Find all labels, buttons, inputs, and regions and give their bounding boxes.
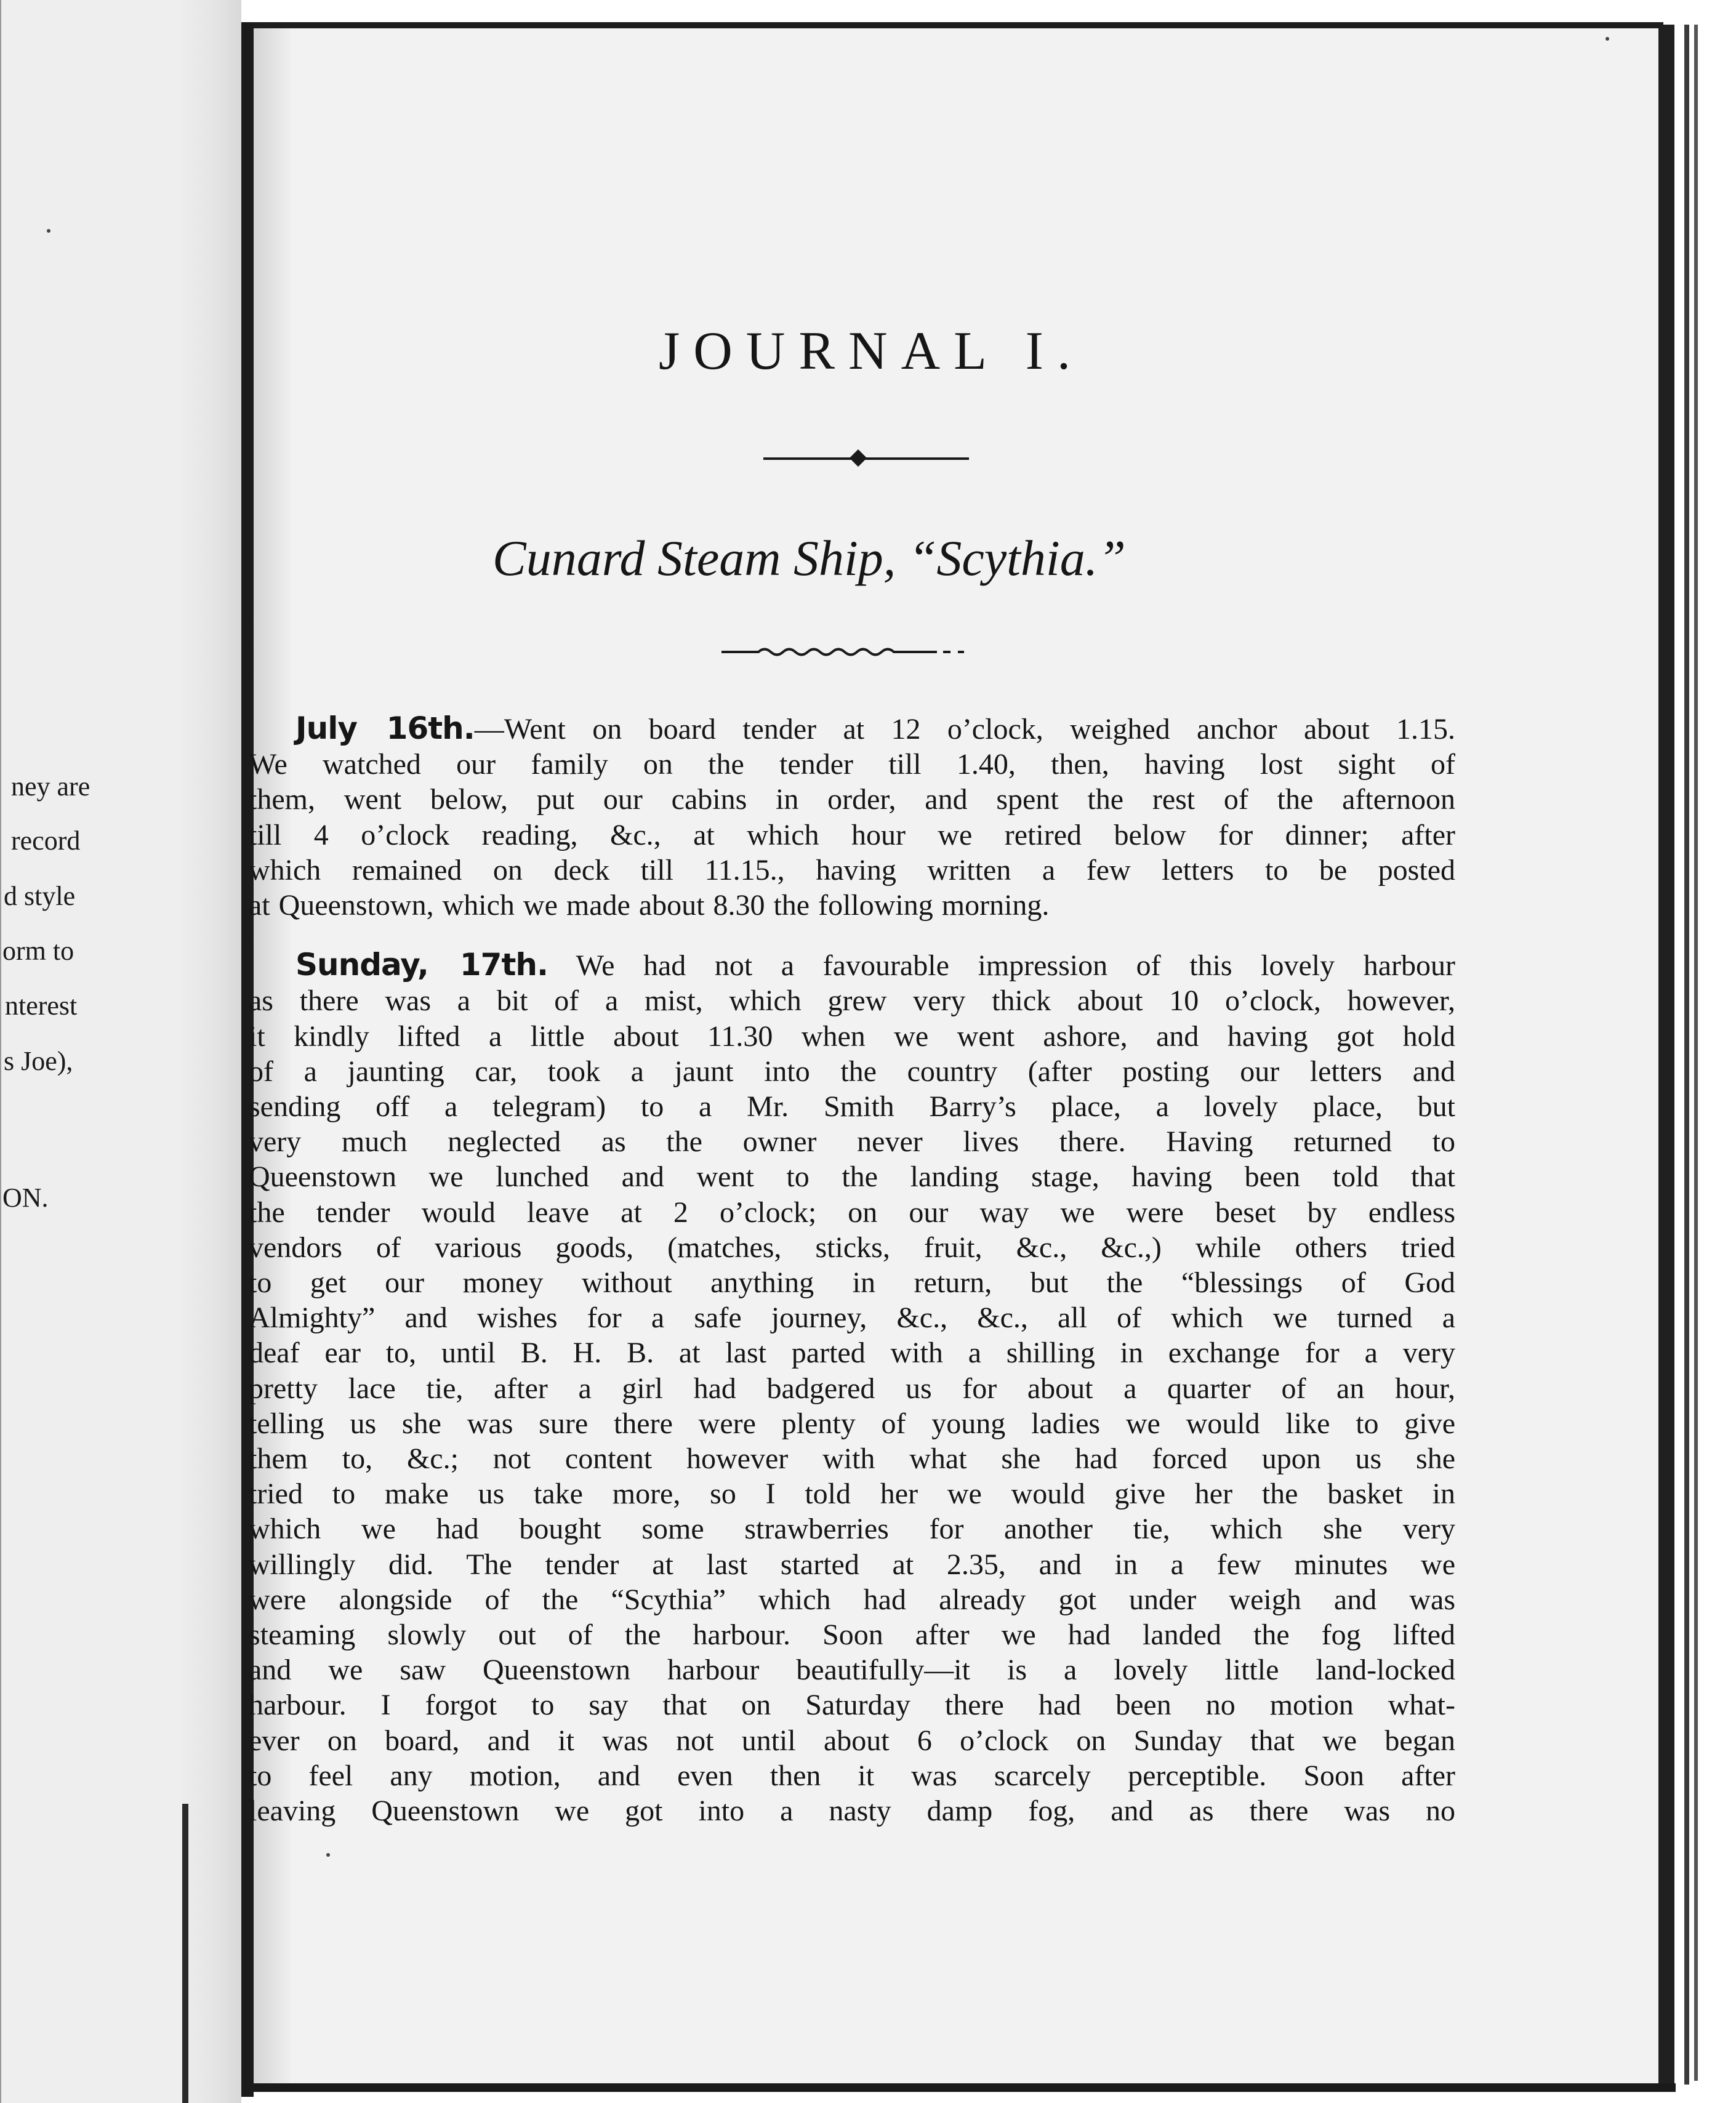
- text-line: them to, &c.; not content however with what she had forced upon us she: [249, 1442, 1455, 1476]
- text-line: [249, 947, 1455, 983]
- text-line: Almighty” and wishes for a safe journey, &c., &c., all of which we turned a: [249, 1301, 1455, 1335]
- scan-speck: [47, 229, 50, 233]
- text-line: harbour. I forgot to say that on Saturday there had been no motion what-: [249, 1689, 1455, 1722]
- scan-speck: [326, 1853, 330, 1857]
- text-line: leaving Queenstown we got into a nasty damp fog, and as there was no: [249, 1795, 1455, 1828]
- text-line: at Queenstown, which we made about 8.30 the following morning.: [249, 889, 1050, 922]
- text-line: which remained on deck till 11.15., having written a few letters to be posted: [249, 853, 1455, 887]
- text-line: the tender would leave at 2 o’clock; on our way we were beset by endless: [249, 1196, 1455, 1229]
- right-page-edge-inner: [1684, 25, 1689, 2085]
- left-fragment: ON.: [2, 1183, 49, 1213]
- decorative-squiggle: [721, 643, 974, 661]
- right-page-edge-outer: [1694, 25, 1698, 2081]
- right-page-top-edge: [254, 22, 1663, 28]
- right-page-bottom-edge: [254, 2083, 1676, 2092]
- left-page-gutter-shadow: [179, 0, 241, 2103]
- journal-body: [249, 711, 1455, 1828]
- left-fragment: ney are: [11, 771, 90, 802]
- scan-speck: [1605, 37, 1609, 41]
- text-line: them, went below, put our cabins in order, and spent the rest of the afternoon: [249, 783, 1455, 816]
- line-text: —Went on board tender at 12 o’clock, weighed anchor about 1.15.: [474, 713, 1455, 746]
- text-line: [249, 711, 1455, 747]
- page-subtitle: Cunard Steam Ship, “Scythia.”: [492, 530, 1126, 586]
- left-fragment: s Joe),: [4, 1046, 73, 1076]
- left-fragment: record: [11, 826, 81, 856]
- text-line: very much neglected as the owner never lives there. Having returned to: [249, 1125, 1455, 1159]
- text-line: were alongside of the “Scythia” which had already got under weigh and was: [249, 1583, 1455, 1616]
- entry-date: Sunday, 17th.: [295, 947, 548, 983]
- text-line: till 4 o’clock reading, &c., at which hour we retired below for dinner; after: [249, 818, 1455, 851]
- text-line: as there was a bit of a mist, which grew very thick about 10 o’clock, however,: [249, 984, 1455, 1018]
- text-line: deaf ear to, until B. H. B. at last parted with a shilling in exchange for a very: [249, 1337, 1455, 1370]
- left-page-edge: [0, 0, 1, 2103]
- entry-july-16: [249, 711, 1455, 923]
- text-line: of a jaunting car, took a jaunt into the country (after posting our letters and: [249, 1055, 1455, 1088]
- text-line: willingly did. The tender at last started at 2.35, and in a few minutes we: [249, 1548, 1455, 1581]
- page-title: JOURNAL I.: [659, 321, 1084, 381]
- text-line: pretty lace tie, after a girl had badgered us for about a quarter of an hour,: [249, 1372, 1455, 1405]
- text-line: vendors of various goods, (matches, sticks, fruit, &c., &c.,) while others tried: [249, 1231, 1455, 1264]
- left-page-lower-edge: [182, 1804, 188, 2103]
- text-line: ever on board, and it was not until about 6 o’clock on Sunday that we began: [249, 1724, 1455, 1757]
- entry-sunday-17: [249, 947, 1455, 1828]
- text-line: which we had bought some strawberries for another tie, which she very: [249, 1513, 1455, 1546]
- text-line: We watched our family on the tender till 1.40, then, having lost sight of: [249, 748, 1455, 781]
- line-text: We had not a favourable impression of this lovely harbour: [547, 949, 1455, 983]
- text-line: and we saw Queenstown harbour beautifully—it is a lovely little land-locked: [249, 1654, 1455, 1687]
- left-fragment: nterest: [5, 991, 78, 1021]
- text-line: steaming slowly out of the harbour. Soon after we had landed the fog lifted: [249, 1618, 1455, 1652]
- text-line: Queenstown we lunched and went to the landing stage, having been told that: [249, 1160, 1455, 1194]
- entry-date: July 16th.: [295, 710, 475, 746]
- right-page-edge: [1658, 25, 1674, 2085]
- text-line: sending off a telegram) to a Mr. Smith Barry’s place, a lovely place, but: [249, 1090, 1455, 1124]
- text-line: telling us she was sure there were plenty of young ladies we would like to give: [249, 1407, 1455, 1440]
- text-line: it kindly lifted a little about 11.30 when we went ashore, and having got hold: [249, 1019, 1455, 1053]
- left-fragment: orm to: [2, 936, 74, 966]
- text-line: to get our money without anything in return, but the “blessings of God: [249, 1266, 1455, 1300]
- text-line: to feel any motion, and even then it was scarcely perceptible. Soon after: [249, 1759, 1455, 1792]
- left-fragment: d style: [4, 881, 76, 911]
- text-line: tried to make us take more, so I told her we would give her the basket in: [249, 1478, 1455, 1511]
